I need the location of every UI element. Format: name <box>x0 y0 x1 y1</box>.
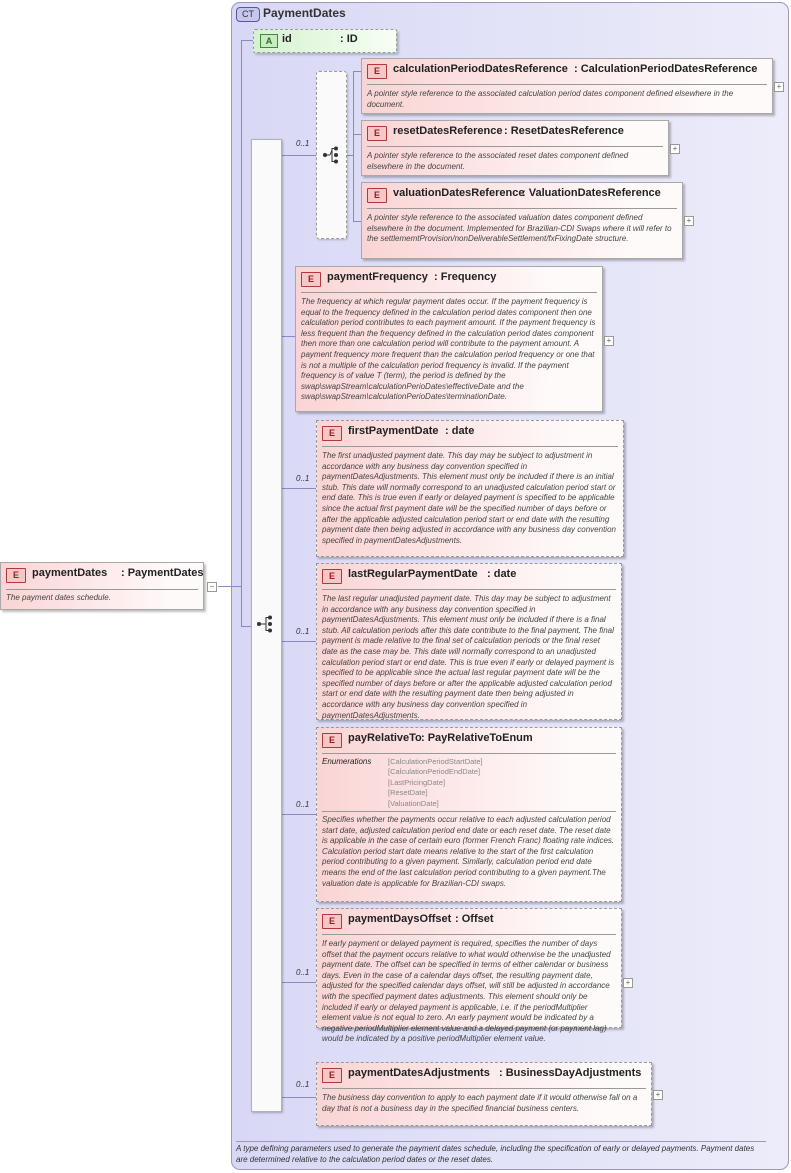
element-badge: E <box>322 914 342 929</box>
connector-seq-5 <box>280 982 316 983</box>
element-description: A pointer style reference to the associated calculation period dates component defined elsewhere in the document. <box>367 89 734 109</box>
separator <box>367 208 677 209</box>
element-type: : date <box>487 568 517 580</box>
attribute-id[interactable] <box>253 29 397 53</box>
enumerations-label: Enumerations <box>322 757 372 766</box>
expand-plus-icon[interactable]: + <box>684 216 694 226</box>
attribute-type: : ID <box>340 33 358 45</box>
root-description: The payment dates schedule. <box>6 593 111 602</box>
element-name: resetDatesReference <box>393 125 503 137</box>
element-lastRegularPaymentDate[interactable] <box>316 563 622 720</box>
element-type: : Frequency <box>434 271 497 283</box>
separator <box>322 753 616 754</box>
separator <box>367 84 767 85</box>
multiplicity: 0..1 <box>296 474 310 483</box>
element-badge: E <box>322 426 342 441</box>
separator <box>6 589 198 590</box>
element-badge: E <box>322 733 342 748</box>
attribute-name: id <box>282 33 292 45</box>
separator <box>322 811 616 812</box>
connector-seq-1 <box>280 336 296 337</box>
separator <box>322 934 616 935</box>
element-type: : ValuationDatesReference <box>522 187 661 199</box>
element-description: A pointer style reference to the associated reset dates component defined elsewhere in the document. <box>367 151 629 171</box>
element-paymentDaysOffset[interactable] <box>316 908 622 1044</box>
element-description: Specifies whether the payments occur relative to each adjusted calculation period start date, adjusted calculation period end date or each reset date. The reset date is applicable in the case of certain euro (former French Franc) floating rate indices. Calculation period start date means relative to the start of the first calculation period contributing to a given payment. Similarly, calculation period end date means the end of the last calculation period contributing to a given payment.The valuation date is applicable for Brazilian-CDI swaps. <box>322 815 615 888</box>
multiplicity: 0..1 <box>296 1080 310 1089</box>
multiplicity: 0..1 <box>296 968 310 977</box>
collapse-minus-icon[interactable]: − <box>207 582 217 592</box>
element-type: : date <box>445 425 475 437</box>
element-description: The business day convention to apply to each payment date if it would otherwise fall on a day that is not a business day in the specified financial business centers. <box>322 1093 638 1113</box>
root-name: paymentDates <box>32 567 108 579</box>
complex-type-description: A type defining parameters used to generate the payment dates schedule, including the specification of early or delayed payments. Payment dates are determined relative to the calculation period dates or the reset dates. <box>236 1141 766 1165</box>
element-name: payRelativeTo <box>348 732 422 744</box>
choice-icon <box>322 146 342 164</box>
element-badge: E <box>367 188 387 203</box>
attribute-badge: A <box>260 34 278 48</box>
connector-seq <box>241 626 251 627</box>
sequence-icon <box>256 615 276 633</box>
element-type: : Offset <box>455 913 494 925</box>
element-description: If early payment or delayed payment is required, specifies the number of days offset that the payment occurs relative to what would otherwise be the unadjusted payment date. The offset can be specified in terms of either calendar or business days. Even in the case of a calendar days offset, the resulting payment date, adjusted for the specified calendar days offset, will still be adjusted in accordance with the specified payment dates adjustments. This element should only be included if early or delayed payment is applicable, i.e. if the periodMultiplier element value is not equal to zero. An early payment would be indicated by a negative periodMultiplier element value and a delayed payment (or payment lag) would be indicated by a positive periodMultiplier element value. <box>322 939 611 1044</box>
element-name: paymentDatesAdjustments <box>348 1067 490 1079</box>
element-description: The last regular unadjusted payment date. This day may be subject to adjustment in accordance with any business day convention specified in paymentDatesAdjustments. This element must only be included if there is a final stub. All calculation periods after this date contribute to the final payment. The final payment is made relative to the final set of calculation periods or the final reset date as the case may be. This date will normally correspond to an unadjusted calculation period start or end date. This is true even if early or delayed payment is specified to be applicable since the actual last regular payment date will be the specified number of days before or after the applicable adjusted calculation period start or end date with the resulting payment date then being adjusted in accordance with any business day convention specified in paymentDatesAdjustments. <box>322 594 615 720</box>
element-badge: E <box>367 126 387 141</box>
element-name: firstPaymentDate <box>348 425 439 437</box>
enum-value: [ResetDate] <box>388 788 428 798</box>
ct-badge: CT <box>236 7 260 22</box>
expand-plus-icon[interactable]: + <box>774 82 784 92</box>
connector-seq-2 <box>280 488 316 489</box>
element-badge: E <box>6 568 26 583</box>
connector-seq-6 <box>280 1097 316 1098</box>
element-description: The frequency at which regular payment dates occur. If the payment frequency is equal to the frequency defined in the calculation period dates component then one calculation period contributes to each payment amount. If the payment frequency is less frequent than the frequency defined in the calculation period dates component then more than one calculation period will contribute to the payment amount. A payment frequency more frequent than the calculation period frequency or one that is not a multiple of the calculation period frequency is invalid. If the payment frequency is of value T (term), the period is defined by the swap\swapStream\calculationPerioDates\effectiveDate and the swap\swapStream\calculationPerioDates\terminationDate. <box>301 297 596 402</box>
separator <box>367 146 663 147</box>
element-name: paymentDaysOffset <box>348 913 452 925</box>
enum-value: [ValuationDate] <box>388 798 439 808</box>
element-name: lastRegularPaymentDate <box>348 568 478 580</box>
element-description: The first unadjusted payment date. This day may be subject to adjustment in accordance with any business day convention specified in paymentDatesAdjustments. This element must only be included if there is an initial stub. This date will normally correspond to an unadjusted calculation period start or end date. This is true even if early or delayed payment is specified to be applicable since the actual first payment date will be the specified number of days before or after the applicable adjusted calculation period start or end date with the resulting payment date then being adjusted in accordance with any business day convention specified in paymentDatesAdjustments. <box>322 451 616 545</box>
element-badge: E <box>322 569 342 584</box>
expand-plus-icon[interactable]: + <box>653 1090 663 1100</box>
element-badge: E <box>301 272 321 287</box>
enum-value: [LastPricingDate] <box>388 777 446 787</box>
connector-seq-3 <box>280 641 316 642</box>
element-calculationPeriodDatesReference[interactable] <box>361 58 773 114</box>
element-type: : BusinessDayAdjustments <box>499 1067 642 1079</box>
element-firstPaymentDate[interactable] <box>316 420 624 557</box>
connector-seq-4 <box>280 814 316 815</box>
enum-value: [CalculationPeriodStartDate] <box>388 757 483 766</box>
element-type: : CalculationPeriodDatesReference <box>574 63 758 75</box>
separator <box>322 1088 646 1089</box>
element-type: : ResetDatesReference <box>504 125 624 137</box>
complex-type-title: PaymentDates <box>263 6 346 20</box>
separator <box>322 589 616 590</box>
element-name: paymentFrequency <box>327 271 428 283</box>
choice-multiplicity: 0..1 <box>296 139 310 148</box>
connector-attr <box>241 40 253 41</box>
connector-root-out <box>218 586 242 587</box>
separator <box>322 446 618 447</box>
element-payRelativeTo[interactable] <box>316 727 622 902</box>
expand-plus-icon[interactable]: + <box>670 144 680 154</box>
multiplicity: 0..1 <box>296 627 310 636</box>
element-paymentFrequency[interactable] <box>295 266 603 412</box>
enum-value: [CalculationPeriodEndDate] <box>388 767 481 777</box>
element-valuationDatesReference[interactable] <box>361 182 683 259</box>
root-element-paymentDates[interactable] <box>0 562 204 610</box>
element-description: A pointer style reference to the associated valuation dates component defined elsewhere in the document. Implemented for Brazilian-CDI Swaps where it will refer to the settlememtProvision/nonDeliverableSettlement/fxFixingDate structure. <box>367 213 672 244</box>
element-resetDatesReference[interactable] <box>361 120 669 176</box>
expand-plus-icon[interactable]: + <box>604 336 614 346</box>
element-name: calculationPeriodDatesReference <box>393 63 568 75</box>
element-paymentDatesAdjustments[interactable] <box>316 1062 652 1126</box>
element-badge: E <box>367 64 387 79</box>
element-badge: E <box>322 1068 342 1083</box>
element-type: : PayRelativeToEnum <box>421 732 533 744</box>
separator <box>301 292 597 293</box>
expand-plus-icon[interactable]: + <box>623 978 633 988</box>
element-name: valuationDatesReference <box>393 187 525 199</box>
connector-choice-trunk <box>353 71 354 221</box>
multiplicity: 0..1 <box>296 800 310 809</box>
connector-trunk <box>241 40 242 626</box>
root-type: : PaymentDates <box>121 567 204 579</box>
connector-seq-choice <box>280 155 316 156</box>
